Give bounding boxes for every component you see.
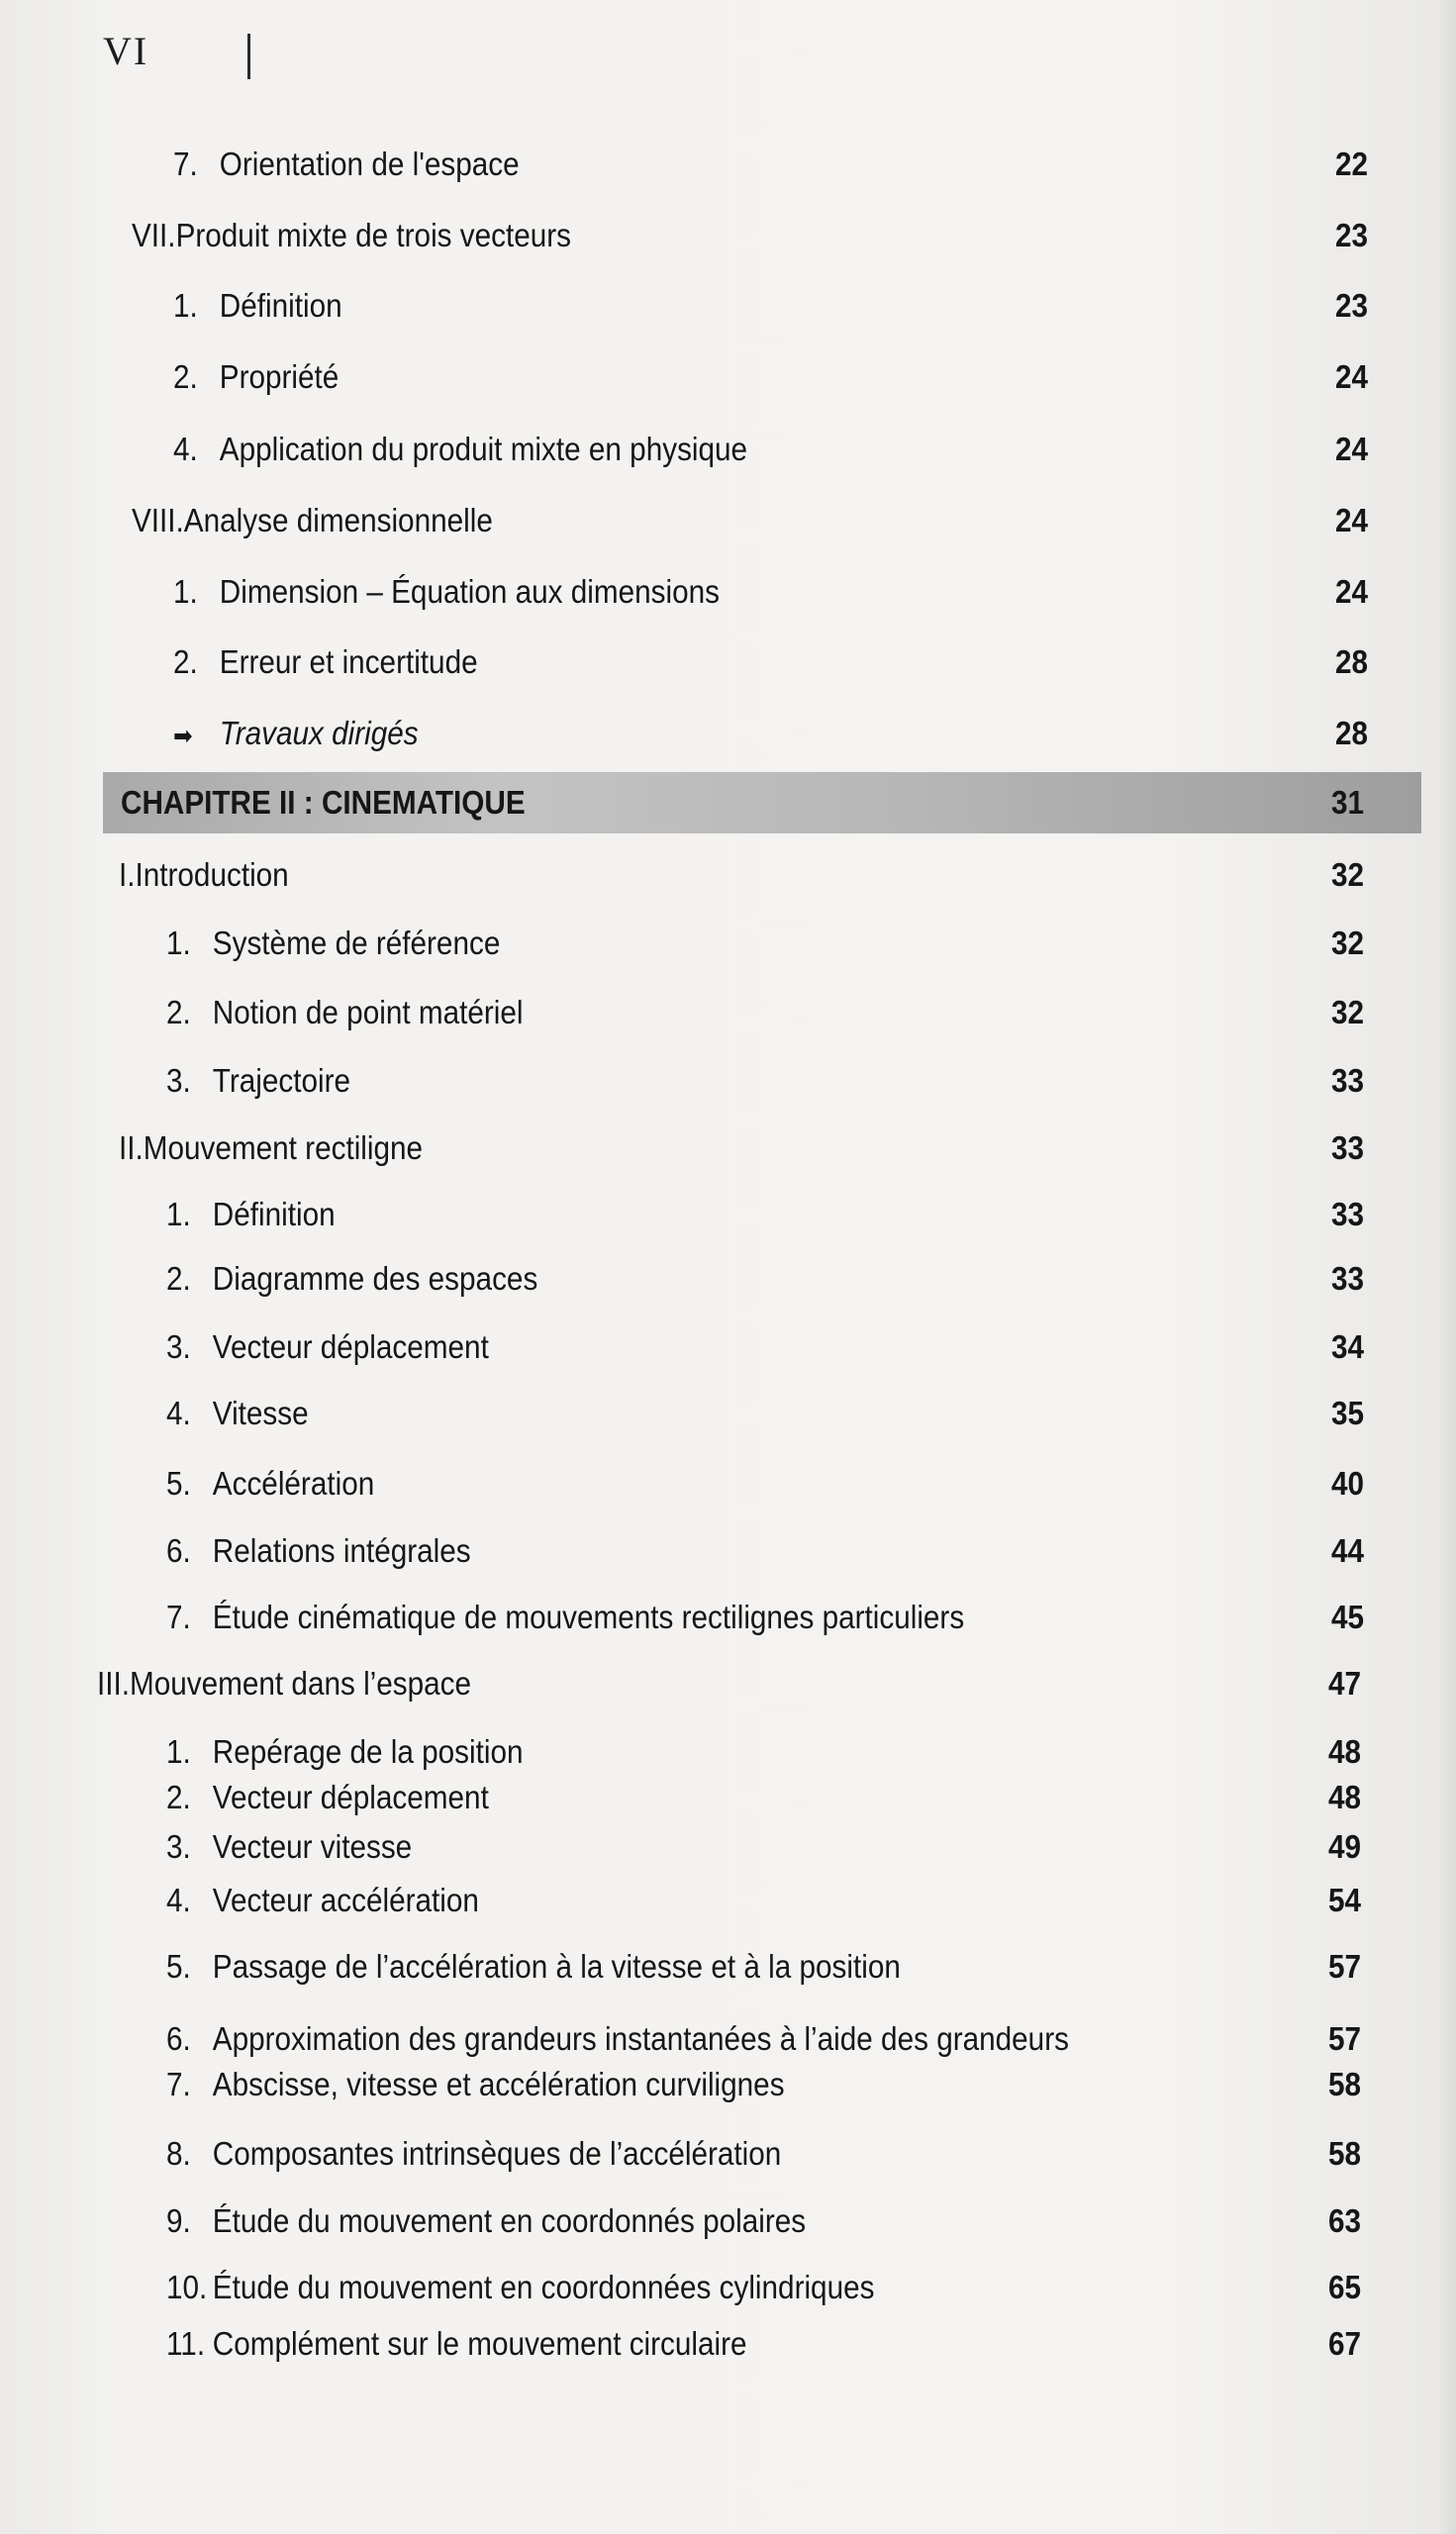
toc-entry-page: 48 <box>1327 1733 1361 1770</box>
toc-entry[interactable] <box>0 1592 1364 1643</box>
toc-entry-number: 3. <box>165 1828 191 1865</box>
toc-entry-title: Accélération <box>212 1465 375 1502</box>
toc-entry-number: 1. <box>172 287 198 324</box>
toc-entry-label <box>166 1321 489 1373</box>
toc-entry-label <box>166 1875 479 1926</box>
toc-entry[interactable] <box>0 1055 1364 1107</box>
toc-entry-label <box>97 1658 471 1709</box>
toc-entry-number: 7. <box>165 1599 191 1635</box>
toc-entry-number: 10. <box>165 2269 208 2305</box>
toc-entry-label <box>132 495 493 546</box>
toc-entry[interactable] <box>0 1388 1364 1439</box>
toc-entry[interactable] <box>0 849 1364 901</box>
toc-entry[interactable] <box>0 1875 1361 1926</box>
toc-entry-number: VIII. <box>131 502 184 538</box>
toc-entry-title: Mouvement dans l’espace <box>130 1665 472 1702</box>
toc-entry-page: 54 <box>1327 1882 1361 1918</box>
toc-entry-page: 58 <box>1327 2135 1361 2172</box>
toc-entry-title: Produit mixte de trois vecteurs <box>175 217 572 253</box>
toc-entry-title: Analyse dimensionnelle <box>183 502 493 538</box>
toc-entry-label <box>166 1525 471 1577</box>
toc-entry-number: 1. <box>172 573 198 610</box>
toc-entry[interactable] <box>0 1941 1361 1993</box>
toc-entry-title: Erreur et incertitude <box>219 643 478 680</box>
toc-entry-number: 6. <box>165 2020 191 2057</box>
toc-entry-label <box>166 987 523 1038</box>
toc-entry-number: 2. <box>172 358 198 395</box>
toc-entry-page: 44 <box>1330 1532 1364 1569</box>
toc-entry-number: 8. <box>165 2135 191 2172</box>
page-number: VI <box>103 29 149 73</box>
toc-entry-number: 6. <box>165 1532 191 1569</box>
toc-entry-label <box>166 1592 964 1643</box>
toc-entry-page: 58 <box>1327 2066 1361 2102</box>
toc-entry-label <box>166 2195 806 2247</box>
toc-entry-title: Abscisse, vitesse et accélération curvilignes <box>212 2066 785 2102</box>
toc-entry-page: 24 <box>1334 502 1368 538</box>
page-edge-shadow <box>1438 0 1456 2534</box>
toc-entry[interactable] <box>0 2128 1361 2180</box>
toc-entry-title: Définition <box>219 287 342 324</box>
toc-entry-number: I. <box>118 856 136 893</box>
toc-entry[interactable] <box>0 1321 1364 1373</box>
toc-entry-label <box>173 351 339 403</box>
toc-entry-title: Vecteur déplacement <box>212 1328 489 1365</box>
toc-entry-number: 4. <box>165 1395 191 1431</box>
toc-entry-page: 40 <box>1330 1465 1364 1502</box>
toc-entry[interactable] <box>0 210 1368 261</box>
toc-entry-title: Complément sur le mouvement circulaire <box>212 2325 747 2362</box>
toc-entry-title: Orientation de l'espace <box>219 146 520 182</box>
toc-entry[interactable] <box>0 2318 1361 2370</box>
toc-entry-title: Définition <box>212 1196 336 1232</box>
toc-entry[interactable] <box>0 424 1368 475</box>
toc-entry-number: 2. <box>165 994 191 1030</box>
toc-entry-label <box>166 1055 350 1107</box>
toc-entry-page: 28 <box>1334 715 1368 751</box>
toc-entry[interactable] <box>0 1525 1364 1577</box>
toc-entry[interactable] <box>0 708 1368 759</box>
toc-entry-number: 4. <box>172 431 198 467</box>
toc-entry-page: 24 <box>1334 431 1368 467</box>
toc-entry-title: Mouvement rectiligne <box>143 1129 424 1166</box>
toc-entry-title: Trajectoire <box>212 1062 350 1099</box>
toc-entry-page: 23 <box>1334 287 1368 324</box>
toc-entry-page: 33 <box>1330 1062 1364 1099</box>
toc-entry-number: 2. <box>165 1779 191 1815</box>
toc-entry[interactable] <box>0 351 1368 403</box>
toc-entry-page: 45 <box>1330 1599 1364 1635</box>
toc-entry-label <box>173 280 342 332</box>
toc-entry-page: 63 <box>1327 2202 1361 2239</box>
toc-entry-label <box>119 849 289 901</box>
toc-entry-title: Passage de l’accélération à la vitesse et à la position <box>212 1948 901 1985</box>
toc-entry-title: Vecteur déplacement <box>212 1779 489 1815</box>
toc-entry[interactable] <box>0 1253 1364 1305</box>
toc-entry-number: 9. <box>165 2202 191 2239</box>
toc-entry-label <box>166 2318 747 2370</box>
toc-entry[interactable] <box>0 1821 1361 1873</box>
toc-entry-page: 23 <box>1334 217 1368 253</box>
toc-entry-page: 49 <box>1327 1828 1361 1865</box>
toc-entry-number: 3. <box>165 1062 191 1099</box>
toc-entry-title: Composantes intrinsèques de l’accélération <box>212 2135 782 2172</box>
toc-entry-label <box>173 566 720 618</box>
toc-entry-number: 1. <box>165 1196 191 1232</box>
toc-entry-number: 2. <box>165 1260 191 1297</box>
toc-entry[interactable] <box>0 1458 1364 1510</box>
toc-entry-title: Application du produit mixte en physique <box>219 431 748 467</box>
toc-entry-number: 7. <box>165 2066 191 2102</box>
chapter-heading[interactable] <box>0 777 1364 828</box>
toc-entry-title: Relations intégrales <box>212 1532 471 1569</box>
toc-entry-number: 7. <box>172 146 198 182</box>
toc-entry-page: 24 <box>1334 358 1368 395</box>
toc-entry-page: 22 <box>1334 146 1368 182</box>
toc-entry-page: 32 <box>1330 994 1364 1030</box>
toc-entry-title: Système de référence <box>212 925 501 961</box>
toc-entry-label <box>119 1122 423 1174</box>
toc-entry-page: 33 <box>1330 1260 1364 1297</box>
toc-entry-label <box>166 2262 874 2313</box>
toc-entry-page: 32 <box>1330 856 1364 893</box>
toc-entry[interactable] <box>0 987 1364 1038</box>
toc-entry-label <box>166 1458 374 1510</box>
toc-entry-title: Étude cinématique de mouvements rectilignes particuliers <box>212 1599 965 1635</box>
toc-entry-label <box>166 1941 901 1993</box>
toc-entry-page: 31 <box>1330 784 1364 821</box>
toc-entry-label <box>121 777 526 828</box>
toc-entry-label <box>166 1388 309 1439</box>
toc-entry-label <box>173 636 478 688</box>
toc-entry-page: 48 <box>1327 1779 1361 1815</box>
toc-entry-label <box>173 708 419 761</box>
toc-entry-number: 4. <box>165 1882 191 1918</box>
toc-entry-number: VII. <box>131 217 176 253</box>
toc-entry[interactable] <box>0 280 1368 332</box>
toc-entry-number: III. <box>96 1665 131 1702</box>
toc-entry-label <box>173 139 520 190</box>
toc-entry[interactable] <box>0 918 1364 969</box>
toc-entry-number: 1. <box>165 925 191 961</box>
toc-entry-title: CHAPITRE II : CINEMATIQUE <box>120 784 526 821</box>
toc-entry-number: 1. <box>165 1733 191 1770</box>
toc-entry[interactable] <box>0 2195 1361 2247</box>
toc-entry-page: 33 <box>1330 1196 1364 1232</box>
toc-entry[interactable] <box>0 1658 1361 1709</box>
toc-entry-page: 57 <box>1327 2020 1361 2057</box>
toc-entry-label <box>166 1253 537 1305</box>
toc-entry-title: Vecteur accélération <box>212 1882 479 1918</box>
toc-entry[interactable] <box>0 2262 1361 2313</box>
toc-entry[interactable] <box>0 1726 1361 1778</box>
toc-entry[interactable] <box>0 1772 1361 1823</box>
toc-entry[interactable] <box>0 1122 1364 1174</box>
toc-entry-title: Diagramme des espaces <box>212 1260 538 1297</box>
toc-entry-title: Repérage de la position <box>212 1733 524 1770</box>
toc-entry-label <box>166 1726 524 1778</box>
toc-entry-page: 35 <box>1330 1395 1364 1431</box>
toc-entry-number: 5. <box>165 1465 191 1502</box>
toc-entry-number: 5. <box>165 1948 191 1985</box>
toc-entry-label <box>173 424 747 475</box>
toc-entry-page: 33 <box>1330 1129 1364 1166</box>
toc-entry-title: Approximation des grandeurs instantanées à l’aide des grandeurs <box>212 2020 1069 2057</box>
toc-entry-label <box>166 1821 412 1873</box>
toc-entry-title: Vitesse <box>212 1395 309 1431</box>
toc-entry-number: 11. <box>165 2325 206 2362</box>
toc-entry-page: 34 <box>1330 1328 1364 1365</box>
toc-entry-title: Travaux dirigés <box>219 715 419 751</box>
toc-entry-label <box>166 1772 489 1823</box>
toc-entry-number: II. <box>118 1129 144 1166</box>
toc-entry[interactable] <box>0 1189 1364 1240</box>
toc-entry-label <box>166 2059 785 2110</box>
toc-entry-page: 47 <box>1327 1665 1361 1702</box>
toc-entry[interactable] <box>0 139 1368 190</box>
toc-entry[interactable] <box>0 2013 1361 2065</box>
toc-entry-label <box>166 1189 336 1240</box>
toc-entry-title: Introduction <box>135 856 289 893</box>
toc-entry-label <box>166 2013 1069 2065</box>
toc-entry-label <box>132 210 571 261</box>
toc-entry-page: 32 <box>1330 925 1364 961</box>
toc-entry[interactable] <box>0 636 1368 688</box>
toc-entry-page: 24 <box>1334 573 1368 610</box>
toc-entry-page: 65 <box>1327 2269 1361 2305</box>
toc-entry-title: Notion de point matériel <box>212 994 524 1030</box>
toc-entry-page: 67 <box>1327 2325 1361 2362</box>
toc-entry[interactable] <box>0 495 1368 546</box>
toc-entry[interactable] <box>0 566 1368 618</box>
arrow-bullet-icon: ➡ <box>172 721 193 750</box>
toc-entry-number: 3. <box>165 1328 191 1365</box>
toc-entry-page: 28 <box>1334 643 1368 680</box>
toc-entry-label <box>166 2128 781 2180</box>
toc-entry-number: 2. <box>172 643 198 680</box>
toc-entry-title: Vecteur vitesse <box>212 1828 413 1865</box>
toc-entry-title: Propriété <box>219 358 340 395</box>
toc-entry-title: Étude du mouvement en coordonnés polaires <box>212 2202 807 2239</box>
toc-entry-page: 57 <box>1327 1948 1361 1985</box>
header-divider <box>247 34 250 79</box>
toc-entry-label <box>166 918 500 969</box>
toc-entry[interactable] <box>0 2059 1361 2110</box>
toc-entry-title: Dimension – Équation aux dimensions <box>219 573 720 610</box>
toc-entry-title: Étude du mouvement en coordonnées cylindriques <box>212 2269 875 2305</box>
